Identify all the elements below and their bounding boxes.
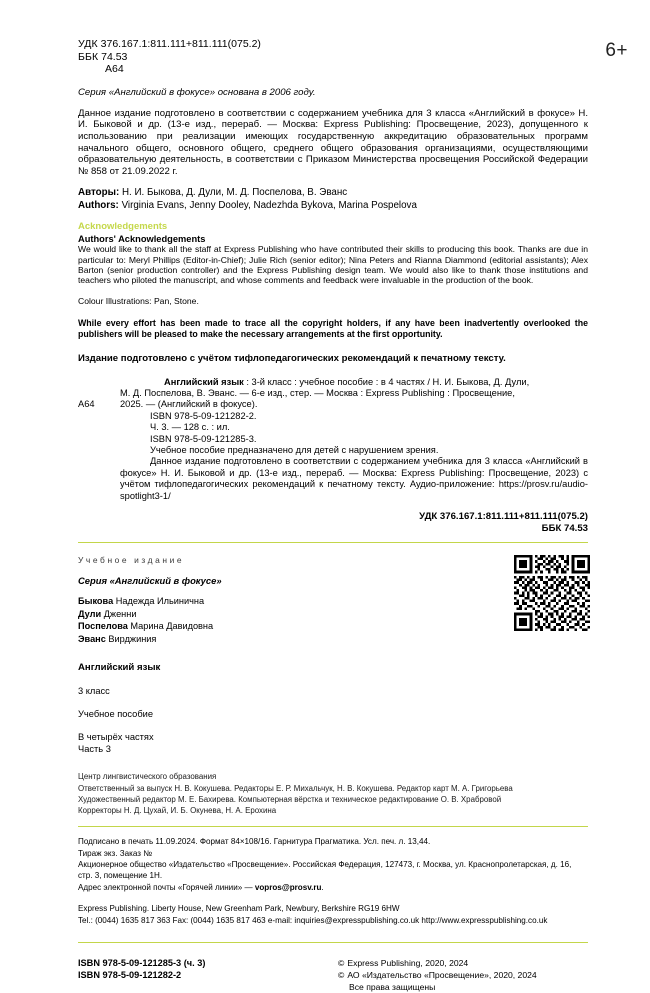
- express-publishing-address: Express Publishing. Liberty House, New Greenham Park, Newbury, Berkshire RG19 6HW: [78, 904, 400, 914]
- bbk-value: 74.53: [101, 50, 128, 63]
- rights-reserved: Все права защищены: [349, 982, 436, 993]
- copyright-holder-2: АО «Издательство «Просвещение», 2020, 2024: [347, 970, 537, 981]
- udc-label: УДК: [78, 38, 98, 50]
- catalogue-isbn-general: ISBN 978-5-09-121282-2.: [150, 410, 257, 421]
- divider-middle: [78, 826, 588, 827]
- author-sign: А64: [105, 63, 124, 76]
- person-surname: Эванс: [78, 633, 106, 644]
- imprint-person: [78, 595, 588, 608]
- acknowledgements-body: We would like to thank all the staff at Express Publishing who have contributed their skills to producing this book. Thanks are due in particular to: Meryl Phillips (Editor-in-Chief); Julie Rich (senior editor); Nina Peters and Rianna Diammond (editorial assistants); Alex Barton (senior production controller) and the Express Publishing design team. We would also like to thank those institutions and teachers who piloted the manuscript, and whose comments and feedback were invaluable in the production of the book.: [78, 244, 588, 286]
- tirage-line: Тираж экз. Заказ №: [78, 848, 152, 858]
- credits-line-1: Ответственный за выпуск Н. В. Кокушева. Редакторы Е. Р. Михальчук, Н. В. Кокушева. Редактор карт М. А. Григорьева: [78, 783, 513, 793]
- copyright-icon: ©: [338, 970, 345, 981]
- copyright-trace-note: While every effort has been made to trace all the copyright holders, if any have been inadvertently overlooked the publishers will be pleased to make the necessary arrangements at the first opportunity.: [78, 317, 588, 339]
- footer-copyright-column: [338, 957, 588, 993]
- imprint-block: [78, 555, 588, 816]
- imprint-part: Часть 3: [78, 744, 111, 755]
- catalogue-record: [78, 377, 588, 502]
- catalogue-title-line: [120, 377, 588, 388]
- catalogue-sigil: А64: [78, 398, 95, 409]
- imprint-grade: 3 класс: [78, 686, 110, 697]
- divider-bottom: [78, 942, 588, 943]
- express-publishing-contact: Tel.: (0044) 1635 817 363 Fax: (0044) 1635 817 463 e-mail: inquiries@expresspublishing.co.uk http://www.expresspublishing.co.uk: [78, 915, 548, 925]
- udc-value: 376.167.1:811.111+811.111(075.2): [100, 38, 261, 50]
- catalogue-purpose: Учебное пособие предназначено для детей с нарушением зрения.: [150, 444, 439, 455]
- person-surname: Дули: [78, 608, 102, 619]
- catalogue-isbn-part: ISBN 978-5-09-121285-3.: [150, 433, 257, 444]
- catalogue-derivation: Данное издание подготовлено в соответствии с содержанием учебника для 3 класса «Английский в фокусе» Н. И. Быковой и др. (13-е изд., перераб. — Москва: Express Publishing: Просвещение, 2023) с учётом тифлопедагогических рекомендаций к печатному тексту. Аудио-приложение: https://prosv.ru/audio-spotlight3-1/: [120, 456, 588, 501]
- bbk-label: ББК: [78, 50, 99, 63]
- acknowledgements-heading: Acknowledgements: [78, 221, 168, 233]
- footer-isbn-general: ISBN 978-5-09-121282-2: [78, 970, 182, 981]
- copyright-holder-1: Express Publishing, 2020, 2024: [347, 958, 469, 969]
- catalogue-line1: : 3-й класс : учебное пособие : в 4 частях / Н. И. Быкова, Д. Дули,: [243, 376, 530, 387]
- typhlopedagogical-note: Издание подготовлено с учётом тифлопедагогических рекомендаций к печатному тексту.: [78, 352, 506, 364]
- publisher-line-1: Акционерное общество «Издательство «Просвещение». Российская Федерация, 127473, г. Москва, ул. Краснопролетарская, д. 16,: [78, 860, 572, 869]
- person-surname: Поспелова: [78, 621, 128, 632]
- footer-block: [78, 957, 588, 993]
- colour-illustrations-note: Colour Illustrations: Pan, Stone.: [78, 295, 199, 306]
- catalogue-line3: 2025. — (Английский в фокусе).: [120, 399, 258, 410]
- hotline-suffix: .: [321, 882, 324, 892]
- catalogue-part-line: Ч. 3. — 128 с. : ил.: [150, 422, 230, 433]
- copyright-icon: ©: [338, 958, 345, 969]
- person-surname: Быкова: [78, 596, 114, 606]
- copyright-line-2: [338, 969, 588, 981]
- imprint-kicker: Учебное издание: [78, 555, 185, 565]
- imprint-parts: В четырёх частях: [78, 732, 154, 743]
- catalogue-line2: М. Д. Поспелова, В. Эванс. — 6-е изд., стер. — Москва : Express Publishing : Просвещение,: [120, 387, 515, 398]
- qr-code-icon: [514, 555, 590, 631]
- page-content: [78, 38, 588, 993]
- credits-line-2: Художественный редактор М. Е. Бахирева. Компьютерная вёрстка и техническое редактирование О. В. Храбровой: [78, 794, 502, 804]
- authors-en-names: Virginia Evans, Jenny Dooley, Nadezhda Bykova, Marina Pospelova: [121, 200, 417, 212]
- credits-block: [78, 771, 588, 816]
- classification-repeat: [78, 511, 588, 535]
- udc-repeat: УДК 376.167.1:811.111+811.111(075.2): [419, 511, 588, 522]
- catalogue-title: Английский язык: [164, 376, 244, 387]
- bbk-repeat: ББК 74.53: [541, 523, 588, 534]
- person-given: Марина Давидовна: [130, 621, 214, 632]
- divider-top: [78, 542, 588, 543]
- imprint-person: [78, 633, 588, 646]
- imprint-kind: Учебное пособие: [78, 709, 154, 720]
- footer-isbn-part: ISBN 978-5-09-121285-3 (ч. 3): [78, 958, 206, 969]
- imprint-title: Английский язык: [78, 662, 161, 674]
- age-rating-mark: 6+: [605, 40, 628, 61]
- person-given: Вирджиния: [108, 633, 157, 644]
- hotline-label: Адрес электронной почты «Горячей линии» —: [78, 882, 255, 892]
- authors-acknowledgements-subheading: Authors' Acknowledgements: [78, 234, 206, 245]
- credits-center: Центр лингвистического образования: [78, 772, 217, 782]
- imprint-person: [78, 608, 588, 621]
- bbk-line: [78, 51, 588, 64]
- hotline-line: [78, 882, 588, 893]
- authors-ru-names: Н. И. Быкова, Д. Дули, М. Д. Поспелова, В. Эванс: [121, 187, 348, 199]
- publisher-line-2: стр. 3, помещение 1Н.: [78, 871, 163, 881]
- classification-block: [78, 38, 588, 76]
- print-signed-line: Подписано в печать 11.09.2024. Формат 84×108/16. Гарнитура Прагматика. Усл. печ. л. 13,44.: [78, 837, 431, 847]
- edition-note: Данное издание подготовлено в соответствии с содержанием учебника для 3 класса «Английский в фокусе» Н. И. Быковой и др. (13-е изд., перераб. — Москва: Express Publishing: Просвещение, 2023), допущенного к использованию при реализации имеющих государственную аккредитацию образовательных программ начального общего, основного общего, среднего общего образования организациями, осуществляющими образовательную деятельность, в соответствии с Приказом Министерства просвещения Российской Федерации № 858 от 21.09.2022 г.: [78, 107, 588, 177]
- imprint-title-block: [78, 662, 588, 754]
- series-note: Серия «Английский в фокусе» основана в 2006 году.: [78, 86, 316, 98]
- person-given: Дженни: [103, 608, 137, 619]
- footer-isbn-column: [78, 957, 205, 993]
- authors-en-line: [78, 199, 588, 212]
- authors-ru-line: [78, 186, 588, 199]
- publication-info: [78, 836, 588, 926]
- imprint-person: [78, 620, 588, 633]
- person-given: Надежда Ильинична: [115, 596, 205, 606]
- catalogue-body: [78, 377, 588, 502]
- authors-en-label: Authors:: [78, 200, 119, 212]
- hotline-email[interactable]: vopros@prosv.ru: [254, 882, 322, 892]
- copyright-line-1: [338, 957, 588, 969]
- imprint-series: Серия «Английский в фокусе»: [78, 575, 222, 586]
- authors-ru-label: Авторы:: [78, 187, 120, 199]
- udc-line: [78, 38, 588, 51]
- credits-line-3: Корректоры Н. Д. Цухай, И. Б. Окунева, Н. А. Ерохина: [78, 805, 277, 815]
